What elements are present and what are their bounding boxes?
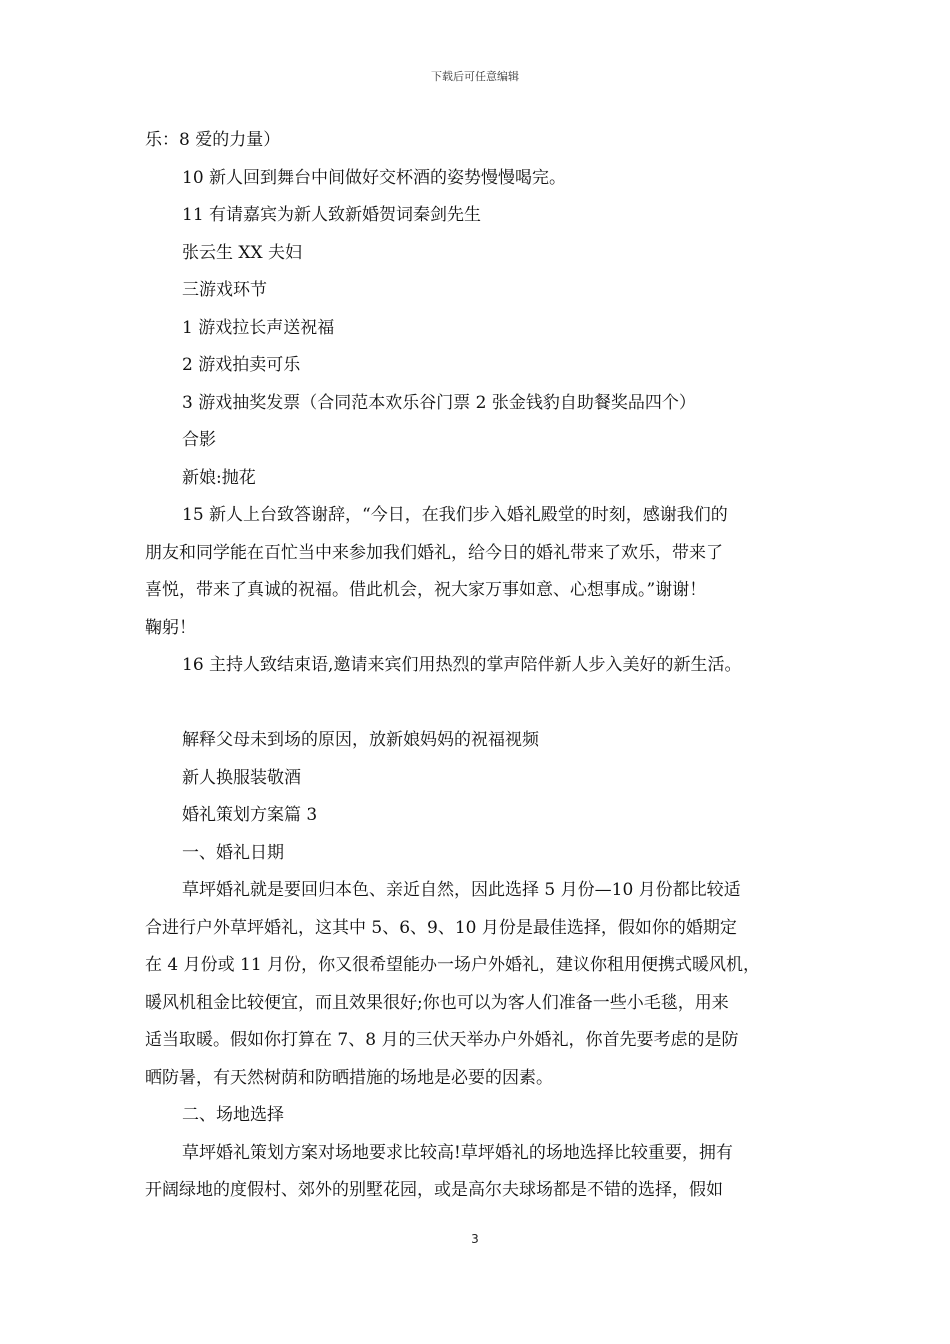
- text-line: 16 主持人致结束语,邀请来宾们用热烈的掌声陪伴新人步入美好的新生活。: [182, 655, 742, 675]
- paragraph-line: 在 4 月份或 11 月份，你又很希望能办一场户外婚礼，建议你租用便携式暖风机，: [145, 955, 761, 975]
- section-heading: 三游戏环节: [182, 280, 267, 300]
- text-line: 10 新人回到舞台中间做好交杯酒的姿势慢慢喝完。: [182, 167, 567, 188]
- text-line: 新娘:抛花: [182, 467, 256, 488]
- paragraph-line: 鞠躬！: [145, 617, 196, 638]
- text-line: 1 游戏拉长声送祝福: [182, 317, 335, 338]
- paragraph-line: 晒防暑，有天然树荫和防晒措施的场地是必要的因素。: [145, 1067, 553, 1088]
- text-line: 新人换服装敬酒: [182, 767, 301, 788]
- text-line: 2 游戏拍卖可乐: [182, 355, 301, 375]
- text-line: 解释父母未到场的原因，放新娘妈妈的祝福视频: [182, 730, 539, 750]
- page-header: 下载后可任意编辑: [431, 70, 519, 83]
- paragraph-line: 草坪婚礼策划方案对场地要求比较高!草坪婚礼的场地选择比较重要，拥有: [182, 1142, 733, 1163]
- paragraph-line: 喜悦，带来了真诚的祝福。借此机会，祝大家万事如意、心想事成。”谢谢！: [145, 580, 707, 600]
- section-title: 婚礼策划方案篇 3: [182, 805, 318, 825]
- paragraph-line: 暖风机租金比较便宜，而且效果很好;你也可以为客人们准备一些小毛毯，用来: [145, 992, 729, 1013]
- blank-line: [145, 685, 815, 723]
- paragraph-line: 适当取暖。假如你打算在 7、8 月的三伏天举办户外婚礼，你首先要考虑的是防: [145, 1030, 739, 1050]
- text-line: 合影: [182, 430, 216, 450]
- section-heading: 一、婚礼日期: [182, 842, 284, 863]
- text-line: 3 游戏抽奖发票（合同范本欢乐谷门票 2 张金钱豹自助餐奖品四个）: [182, 392, 696, 413]
- document-body: [145, 122, 815, 1210]
- text-line: 张云生 XX 夫妇: [182, 242, 303, 263]
- paragraph-line: 15 新人上台致答谢辞，“今日，在我们步入婚礼殿堂的时刻，感谢我们的: [182, 505, 728, 525]
- paragraph-line: 朋友和同学能在百忙当中来参加我们婚礼，给今日的婚礼带来了欢乐，带来了: [145, 542, 723, 563]
- text-line: 乐：8 爱的力量）: [145, 130, 281, 150]
- paragraph-line: 开阔绿地的度假村、郊外的别墅花园，或是高尔夫球场都是不错的选择，假如: [145, 1180, 723, 1200]
- paragraph-line: 草坪婚礼就是要回归本色、亲近自然，因此选择 5 月份—10 月份都比较适: [182, 880, 741, 900]
- text-line: 11 有请嘉宾为新人致新婚贺词秦剑先生: [182, 205, 482, 225]
- page-number: 3: [471, 1232, 479, 1246]
- paragraph-line: 合进行户外草坪婚礼，这其中 5、6、9、10 月份是最佳选择，假如你的婚期定: [145, 917, 737, 938]
- section-heading: 二、场地选择: [182, 1105, 284, 1125]
